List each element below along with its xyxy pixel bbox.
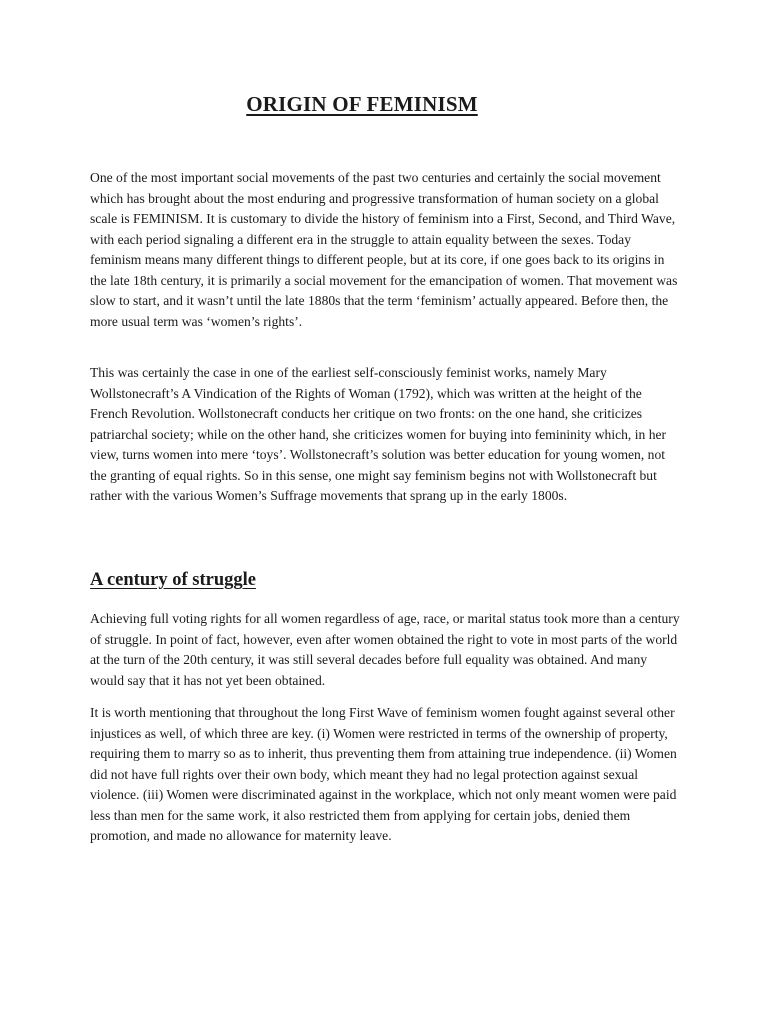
section-paragraph-1: Achieving full voting rights for all women regardless of age, race, or marital status took more than a century of struggle. In point of fact, however, even after women obtained the right to vote in most parts of the world at the turn of the 20th century, it was still several decades before full equality was obtained. And many would say that it has not yet been obtained. [90,611,680,688]
section-heading: A century of struggle [90,570,256,590]
section-paragraph-2: It is worth mentioning that throughout the long First Wave of feminism women fought against several other injustices as well, of which three are key. (i) Women were restricted in terms of the ownership of property, requiring them to marry so as to inherit, thus preventing them from attaining true independence. (ii) Women did not have full rights over their own body, which meant they had no legal protection against sexual violence. (iii) Women were discriminated against in the workplace, which not only meant women were paid less than men for the same work, it also restricted them from applying for certain jobs, denied them promotion, and made no allowance for maternity leave. [90,705,677,843]
document-title: ORIGIN OF FEMINISM [246,92,478,116]
intro-paragraph-1: One of the most important social movements of the past two centuries and certainly the social movement which has brought about the most enduring and progressive transformation of human society on a global scale is FEMINISM. It is customary to divide the history of feminism into a First, Second, and Third Wave, with each period signaling a different era in the struggle to attain equality between the sexes. Today feminism means many different things to different people, but at its core, if one goes back to its origins in the late 18th century, it is primarily a social movement for the emancipation of women. That movement was slow to start, and it wasn’t until the late 1880s that the term ‘feminism’ actually appeared. Before then, the more usual term was ‘women’s rights’. [90,170,678,329]
intro-paragraph-2: This was certainly the case in one of the earliest self-consciously feminist works, namely Mary Wollstonecraft’s A Vindication of the Rights of Woman (1792), which was written at the height of the French Revolution. Wollstonecraft conducts her critique on two fronts: on the one hand, she criticizes patriarchal society; while on the other hand, she criticizes women for buying into femininity which, in her view, turns women into mere ‘toys’. Wollstonecraft’s solution was better education for young women, not the granting of equal rights. So in this sense, one might say feminism begins not with Wollstonecraft but rather with the various Women’s Suffrage movements that sprang up in the early 1800s. [90,365,667,503]
